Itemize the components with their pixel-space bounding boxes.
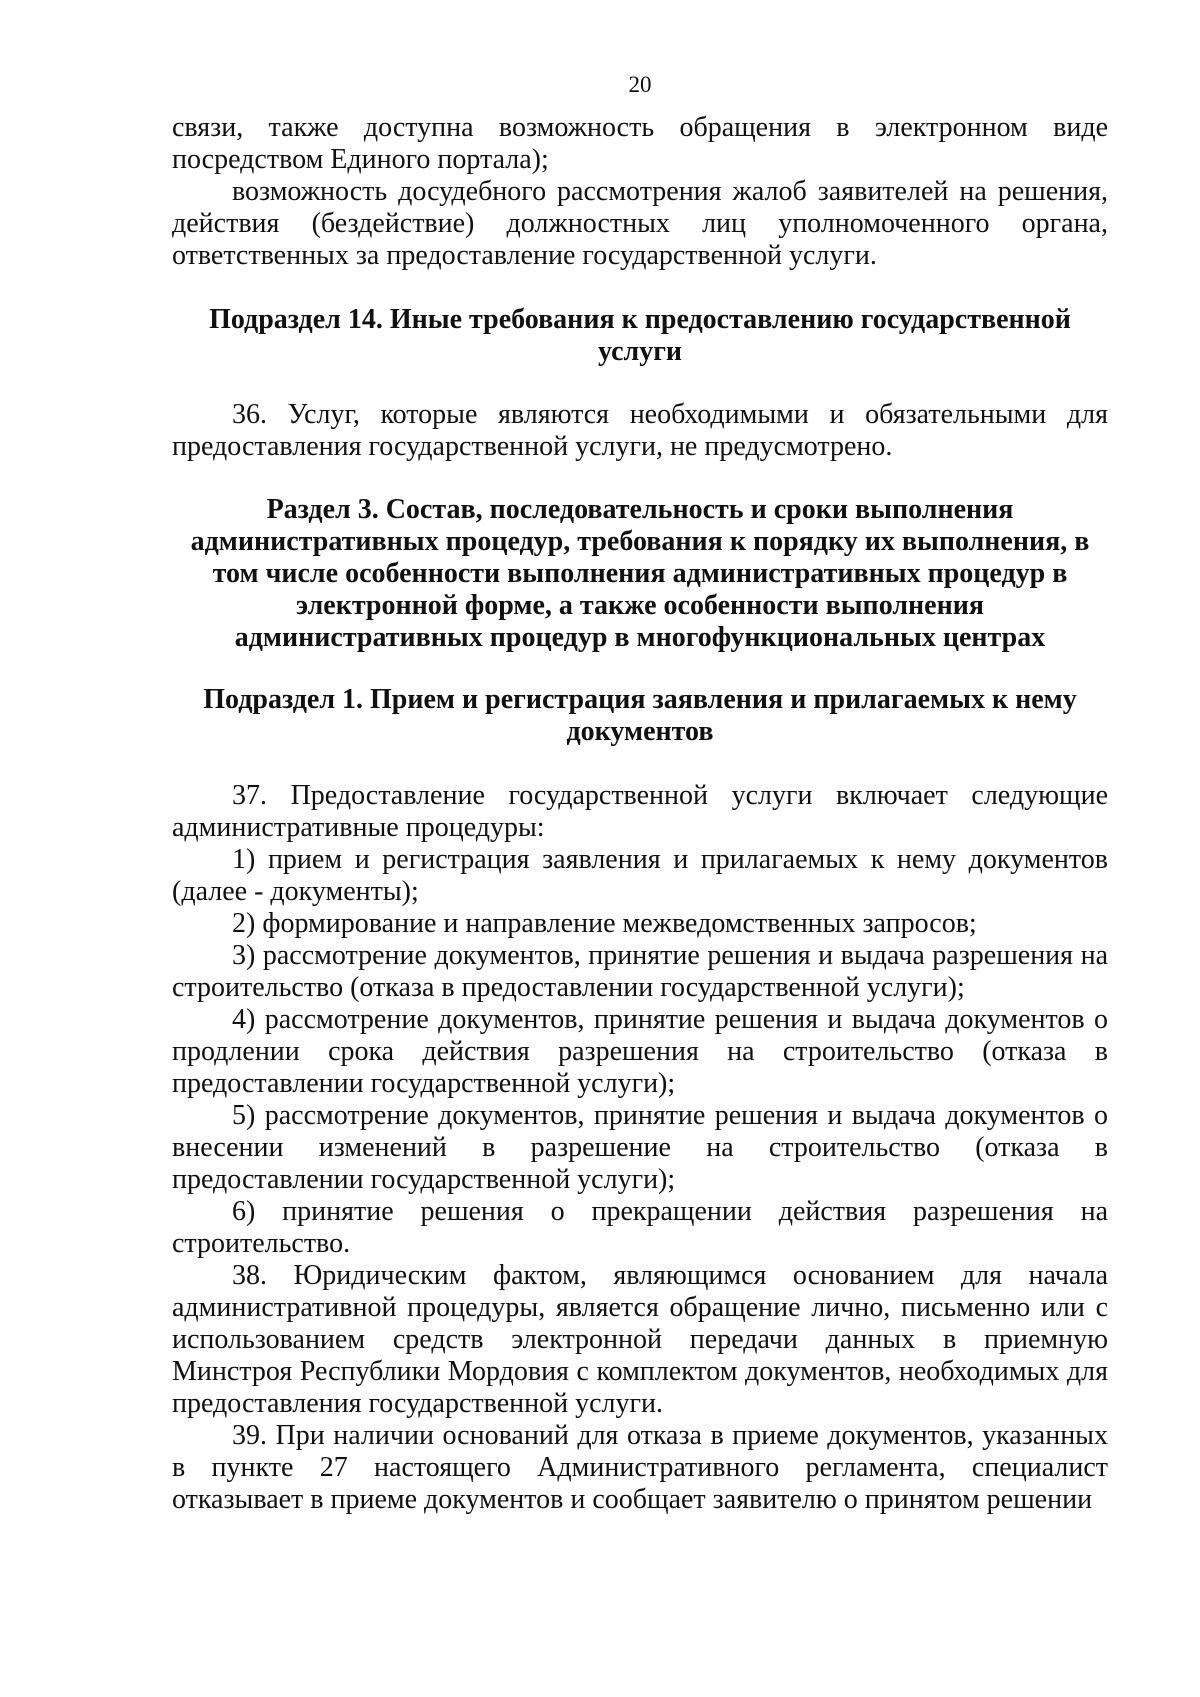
- paragraph-37: 37. Предоставление государственной услуги включает следующие административные процедуры:: [172, 780, 1108, 843]
- paragraph-39: 39. При наличии оснований для отказа в приеме документов, указанных в пункте 27 настоящего Административного регламента, специалист отказывает в приеме документов и сообщает заявителю о принятом решении: [172, 1420, 1108, 1515]
- paragraph-continuation: связи, также доступна возможность обращения в электронном виде посредством Единого портала);: [172, 112, 1108, 175]
- list-item-4: 4) рассмотрение документов, принятие решения и выдача документов о продлении срока действия разрешения на строительство (отказа в предоставлении государственной услуги);: [172, 1004, 1108, 1099]
- list-item-5: 5) рассмотрение документов, принятие решения и выдача документов о внесении изменений в разрешение на строительство (отказа в предоставлении государственной услуги);: [172, 1100, 1108, 1195]
- subsection-1-heading: Подраздел 1. Прием и регистрация заявления и прилагаемых к нему документов: [203, 684, 1077, 747]
- list-item-3: 3) рассмотрение документов, принятие решения и выдача разрешения на строительство (отказа в предоставлении государственной услуги);: [172, 940, 1108, 1003]
- list-item-6: 6) принятие решения о прекращении действия разрешения на строительство.: [172, 1196, 1108, 1259]
- section-3-heading: Раздел 3. Состав, последовательность и сроки выполнения административных процедур, требования к порядку их выполнения, в том числе особенности выполнения административных процедур в электронной форме, а также особенности выполнения административных процедур в многофункциональных центрах: [190, 494, 1090, 653]
- page-number: 20: [628, 72, 652, 97]
- list-item-1: 1) прием и регистрация заявления и прилагаемых к нему документов (далее - документы);: [172, 844, 1108, 907]
- paragraph-pretrial-appeal: возможность досудебного рассмотрения жалоб заявителей на решения, действия (бездействие) должностных лиц уполномоченного органа, ответственных за предоставление государственной услуги.: [172, 176, 1108, 271]
- subsection-14-heading: Подраздел 14. Иные требования к предоставлению государственной услуги: [209, 304, 1071, 367]
- paragraph-38: 38. Юридическим фактом, являющимся основанием для начала административной процедуры, является обращение лично, письменно или с использованием средств электронной передачи данных в приемную Минстроя Республики Мордовия с комплектом документов, необходимых для предоставления государственной услуги.: [172, 1260, 1108, 1419]
- list-item-2: 2) формирование и направление межведомственных запросов;: [232, 908, 977, 939]
- paragraph-36: 36. Услуг, которые являются необходимыми и обязательными для предоставления государственной услуги, не предусмотрено.: [172, 399, 1108, 462]
